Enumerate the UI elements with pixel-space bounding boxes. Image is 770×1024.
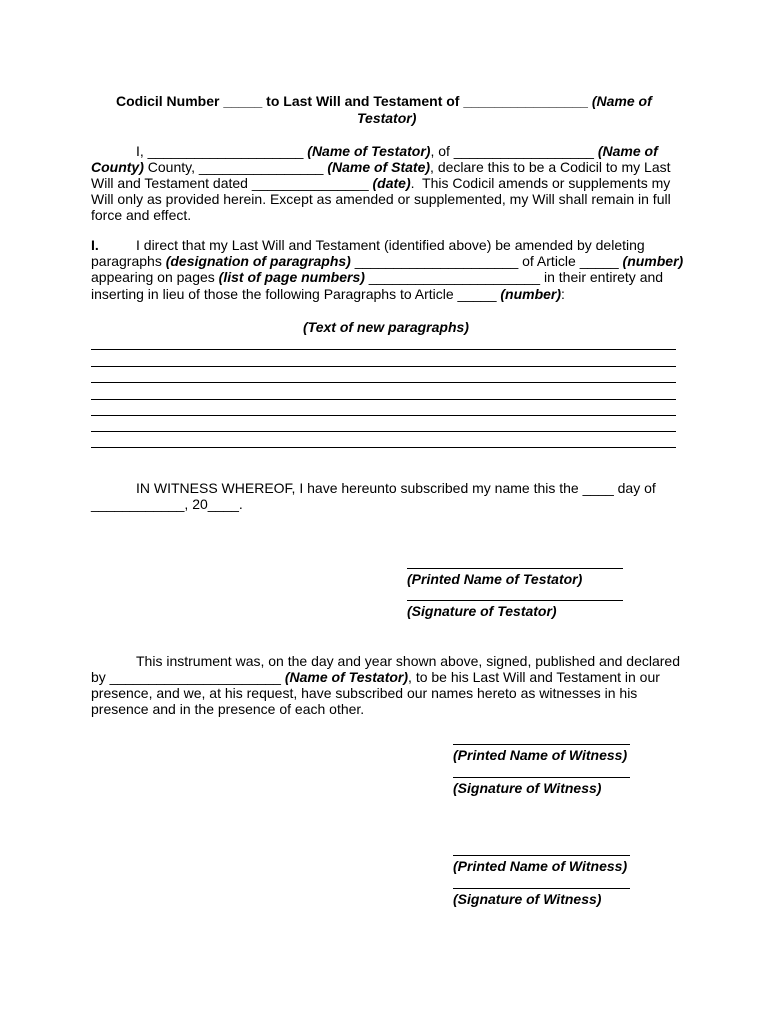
number-label: (number) (500, 286, 562, 302)
name-of-testator-label: (Name of Testator) (284, 669, 409, 685)
title-name-placeholder: (Name of (591, 93, 652, 109)
text-entry-line[interactable] (91, 399, 676, 400)
intro-line-5: force and effect. (91, 207, 192, 223)
signature-witness-1-label: (Signature of Witness) (453, 780, 602, 796)
printed-name-witness-2-label: (Printed Name of Witness) (453, 858, 628, 874)
printed-name-testator-line[interactable] (407, 568, 623, 569)
intro-line-3 (91, 175, 670, 191)
attestation-line-4: presence and in the presence of each other. (91, 701, 365, 717)
printed-name-witness-1-line[interactable] (453, 744, 630, 745)
intro-text: I, ____________________ (136, 143, 308, 159)
article-text: ______________________ in their entirety and (364, 269, 664, 285)
name-of-state-label: (Name of State) (327, 159, 431, 175)
article-line-3 (91, 269, 663, 285)
number-label: (number) (622, 253, 684, 269)
article-text: inserting in lieu of those the following Paragraphs to Article _____ (91, 286, 501, 302)
article-text: : (561, 286, 565, 302)
intro-text: , of __________________ (430, 143, 598, 159)
attestation-text: by ______________________ (91, 669, 285, 685)
name-of-county-label: (Name of (597, 143, 658, 159)
printed-name-witness-1-label: (Printed Name of Witness) (453, 747, 628, 763)
article-text: _____________________ of Article _____ (350, 253, 623, 269)
intro-text: Will and Testament dated _______________ (91, 175, 373, 191)
article-line-4 (91, 286, 565, 302)
article-text: paragraphs (91, 253, 166, 269)
name-of-county-label: County) (91, 159, 144, 175)
text-entry-line[interactable] (91, 415, 676, 416)
article-numeral: I. (91, 237, 99, 253)
date-label: (date) (372, 175, 411, 191)
signature-witness-2-label: (Signature of Witness) (453, 891, 602, 907)
intro-text: County, ________________ (143, 159, 328, 175)
attestation-line-3: presence, and we, at his request, have subscribed our names hereto as witnesses in his (91, 685, 638, 701)
intro-text: . This Codicil amends or supplements my (410, 175, 671, 191)
printed-name-witness-2-line[interactable] (453, 855, 630, 856)
attestation-text: , to be his Last Will and Testament in our (408, 669, 660, 685)
signature-witness-1-line[interactable] (453, 777, 630, 778)
document-title-line2: Testator) (357, 110, 417, 126)
text-entry-line[interactable] (91, 366, 676, 367)
text-entry-line[interactable] (91, 447, 676, 448)
witness-clause-line-1: IN WITNESS WHEREOF, I have hereunto subscribed my name this the ____ day of (136, 480, 656, 496)
title-text: Codicil Number _____ to Last Will and Testament of ________________ (116, 93, 592, 109)
designation-of-paragraphs-label: (designation of paragraphs) (165, 253, 351, 269)
witness-clause-line-2: ____________, 20____. (91, 496, 243, 512)
intro-text: , declare this to be a Codicil to my Last (430, 159, 671, 175)
text-entry-line[interactable] (91, 382, 676, 383)
article-line-2 (91, 253, 683, 269)
attestation-line-2 (91, 669, 660, 685)
intro-line-4: Will only as provided herein. Except as amended or supplemented, my Will shall remain in full (91, 191, 671, 207)
printed-name-testator-label: (Printed Name of Testator) (407, 571, 583, 587)
attestation-line-1: This instrument was, on the day and year shown above, signed, published and declared (136, 653, 681, 669)
article-text: appearing on pages (91, 269, 219, 285)
signature-testator-label: (Signature of Testator) (407, 603, 557, 619)
intro-line-1 (136, 143, 658, 159)
new-paragraphs-heading: (Text of new paragraphs) (303, 319, 469, 335)
signature-testator-line[interactable] (407, 600, 623, 601)
document-title (116, 93, 652, 109)
text-entry-line[interactable] (91, 431, 676, 432)
list-of-page-numbers-label: (list of page numbers) (218, 269, 365, 285)
signature-witness-2-line[interactable] (453, 888, 630, 889)
article-line-1: I direct that my Last Will and Testament (identified above) be amended by deleting (136, 237, 645, 253)
intro-line-2 (91, 159, 671, 175)
name-of-testator-label: (Name of Testator) (307, 143, 431, 159)
text-entry-line[interactable] (91, 349, 676, 350)
